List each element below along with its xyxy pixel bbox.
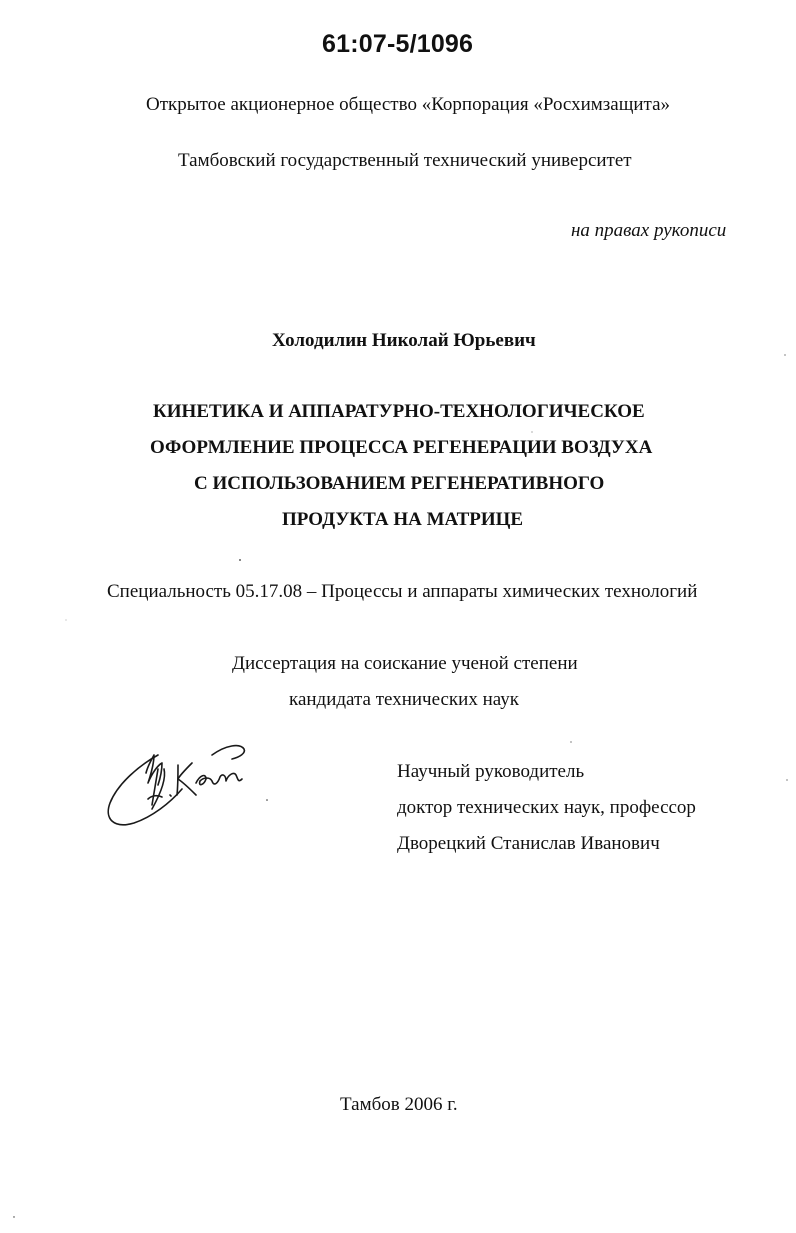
degree-line-2: кандидата технических наук xyxy=(289,689,519,710)
title-line: ОФОРМЛЕНИЕ ПРОЦЕССА РЕГЕНЕРАЦИИ ВОЗДУХА xyxy=(150,437,653,458)
city-year: Тамбов 2006 г. xyxy=(340,1094,458,1115)
title-line: С ИСПОЛЬЗОВАНИЕМ РЕГЕНЕРАТИВНОГО xyxy=(194,473,605,494)
supervisor-name: Дворецкий Станислав Иванович xyxy=(397,833,660,854)
supervisor-degree: доктор технических наук, профессор xyxy=(397,797,696,818)
library-stamp-number: 61:07-5/1096 xyxy=(322,30,474,58)
author-name: Холодилин Николай Юрьевич xyxy=(272,330,536,351)
supervisor-role: Научный руководитель xyxy=(397,761,585,782)
title-line: КИНЕТИКА И АППАРАТУРНО-ТЕХНОЛОГИЧЕСКОЕ xyxy=(153,401,645,422)
manuscript-rights-note: на правах рукописи xyxy=(571,220,727,241)
university-name: Тамбовский государственный технический университет xyxy=(178,150,632,171)
title-line: ПРОДУКТА НА МАТРИЦЕ xyxy=(282,509,524,530)
specialty-line: Специальность 05.17.08 – Процессы и аппараты химических технологий xyxy=(107,581,698,602)
degree-line-1: Диссертация на соискание ученой степени xyxy=(232,653,578,674)
signature-icon xyxy=(100,725,250,835)
organization-name: Открытое акционерное общество «Корпорация «Росхимзащита» xyxy=(146,94,671,115)
